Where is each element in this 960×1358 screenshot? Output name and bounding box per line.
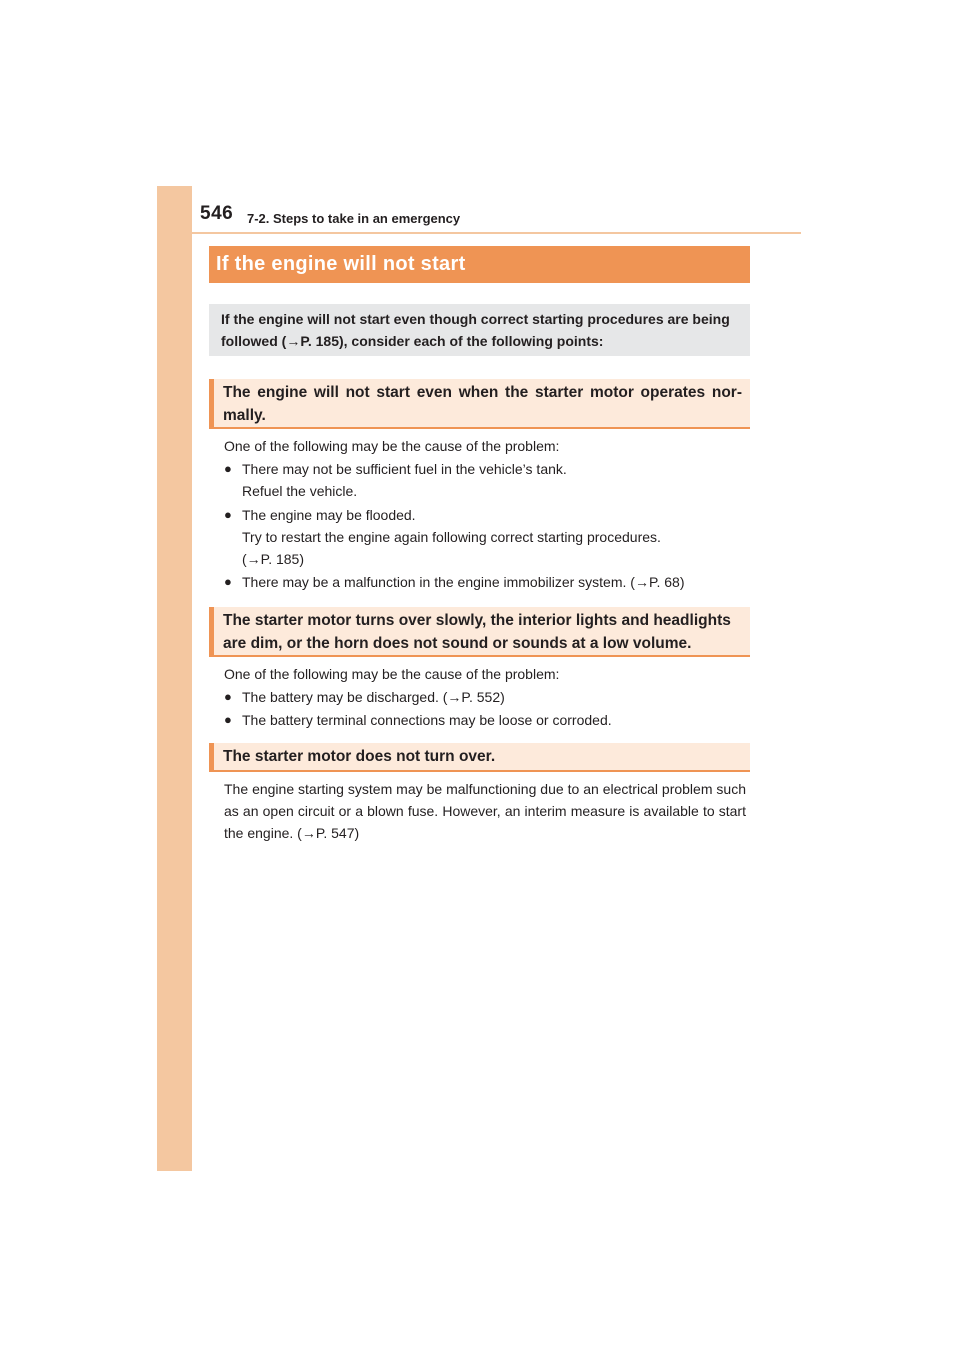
subheading-starter-does-not-turn: The starter motor does not turn over.: [209, 743, 750, 772]
bullet-icon: ●: [224, 507, 232, 522]
list-item-text: There may be a malfunction in the engine immobilizer system. (→P. 68): [242, 574, 685, 590]
bullet-icon: ●: [224, 689, 232, 704]
list-item-text: There may not be sufficient fuel in the vehicle’s tank.: [242, 461, 567, 477]
header-rule: [157, 232, 801, 234]
section3-body: The engine starting system may be malfunctioning due to an electrical problem such as an open circuit or a blown fuse. However, an interim measure is available to start the engine. (→P. 547): [224, 781, 746, 841]
list-item-detail: Try to restart the engine again following correct starting procedures.: [242, 529, 661, 545]
list-item-text: The battery may be discharged. (→P. 552): [242, 689, 505, 705]
list-item-text: The engine may be flooded.: [242, 507, 416, 523]
page-title: If the engine will not start: [216, 253, 466, 275]
list-item-text: The battery terminal connections may be loose or corroded.: [242, 712, 612, 728]
subheading-starter-turns-slowly: The starter motor turns over slowly, the interior lights and headlights are dim, or the horn does not sound or sounds at a low volume.: [209, 607, 750, 657]
intro-box: If the engine will not start even though correct starting procedures are being followed (→P. 185), consider each of the following points:: [209, 304, 750, 356]
page-reference: (→P. 185): [242, 551, 304, 567]
page-number: 546: [200, 203, 234, 224]
chapter-tab-strip: [157, 186, 192, 1171]
bullet-icon: ●: [224, 574, 232, 589]
bullet-icon: ●: [224, 712, 232, 727]
bullet-icon: ●: [224, 461, 232, 476]
section2-lead: One of the following may be the cause of the problem:: [224, 666, 560, 682]
section1-lead: One of the following may be the cause of the problem:: [224, 438, 560, 454]
list-item-detail: Refuel the vehicle.: [242, 483, 358, 499]
section-label: 7-2. Steps to take in an emergency: [247, 211, 461, 226]
subheading-starter-operates-normally: The engine will not start even when the starter motor operates nor-mally.: [209, 379, 750, 429]
page-title-bar: [209, 246, 750, 283]
